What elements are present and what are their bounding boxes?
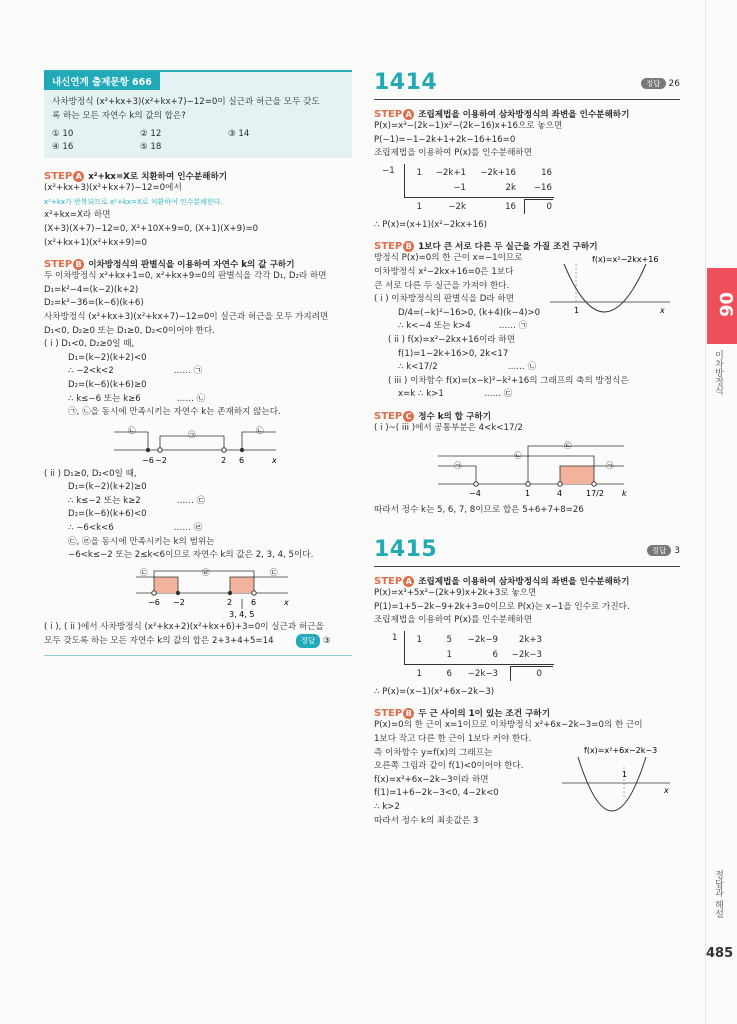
solution-line — [44, 365, 352, 379]
solution-line: 따라서 정수 k의 최솟값은 3 — [374, 815, 479, 826]
open-point — [526, 481, 530, 485]
axis-label: k — [622, 488, 627, 498]
final-answer: ③ — [322, 636, 331, 647]
solution-line: ∴ P(x)=(x−1)(x²+6x−2k−3) — [374, 686, 495, 697]
open-point — [558, 481, 562, 485]
division-rule — [404, 197, 554, 198]
synth-cell: −2k−3 — [511, 649, 542, 660]
inequality: ∴ −6<k<6 — [68, 523, 114, 534]
shaded-region — [230, 577, 254, 593]
step-b-heading: STEP B 1보다 큰 서로 다른 두 실근을 가질 조건 구하기 — [374, 241, 598, 253]
reference-problem-tag: 내신연계 출제문항 666 — [44, 72, 160, 90]
solution-line — [44, 522, 352, 536]
inequality: ∴ −2<k<2 — [68, 366, 114, 377]
solution-line: 조립제법을 이용하여 P(x)를 인수분해하면 — [374, 148, 532, 159]
question-line: 사차방정식 (x²+kx+3)(x²+kx+7)−12=0이 실근과 허근을 모두 갖도 — [52, 97, 320, 107]
synth-cell: 1 — [416, 668, 422, 679]
solution-line: (x²+kx+3)(x²+kx+7)−12=0에서 — [44, 183, 182, 194]
problem-number: 1415 — [374, 537, 438, 563]
number-line-case-2 — [44, 565, 352, 619]
synth-cell: −2k+1 — [435, 167, 466, 178]
conclusion-line: 따라서 정수 k는 5, 6, 7, 8이므로 합은 5+6+7+8=26 — [374, 504, 584, 515]
selected-values: 3, 4, 5 — [229, 609, 255, 619]
solution-line: ㉢, ㉣을 동시에 만족시키는 k의 범위는 — [68, 536, 215, 547]
synth-cell: 16 — [541, 167, 552, 178]
solution-line: −6<k≤−2 또는 2≤k<6이므로 자연수 k의 값은 2, 3, 4, 5이다. — [68, 550, 314, 561]
answer-value: 3 — [674, 546, 680, 557]
axis-label: x — [284, 597, 289, 607]
tick-label: 17/2 — [586, 488, 604, 498]
solution-line: 이차방정식 x²−2kx+16=0은 1보다 — [374, 266, 514, 277]
region-label: ㉠ — [606, 460, 614, 470]
inequality: x=k ∴ k>1 — [398, 389, 444, 400]
conclusion-text: 모두 갖도록 하는 모든 자연수 k의 값의 합은 2+3+4+5=14 — [44, 636, 274, 647]
synth-row-2 — [410, 648, 542, 663]
step-a-heading: STEP A x²+kx=X로 치환하여 인수분해하기 — [44, 171, 228, 183]
answer-value: 26 — [668, 79, 680, 89]
tick-label: 4 — [557, 488, 563, 498]
case-2-heading: ( ii ) D₁≥0, D₂<0일 때, — [44, 468, 137, 479]
synth-cell: 1 — [416, 167, 422, 178]
region-label: ㉢ — [270, 567, 278, 577]
solution-line: D₂=(k−6)(k+6)<0 — [68, 509, 147, 520]
problem-1414-header — [374, 70, 680, 95]
solution-line: ∴ P(x)=(x+1)(x²−2kx+16) — [374, 219, 487, 230]
axis-label: x — [660, 306, 665, 316]
step-c-title: 정수 k의 합 구하기 — [418, 411, 491, 422]
page-number: 485 — [706, 946, 734, 961]
solution-line: 1보다 작고 다른 한 근이 1보다 커야 한다. — [374, 734, 532, 745]
question-line: 록 하는 모든 자연수 k의 값의 합은? — [52, 110, 186, 121]
synth-cell — [410, 648, 422, 663]
solution-line: ( i )~( iii )에서 공통부분은 4<k<17/2 — [374, 422, 523, 433]
solution-line: ( ii ) f(x)=x²−2kx+16이라 하면 — [388, 334, 516, 345]
solution-line: f(1)=1−2k+16>0, 2k<17 — [398, 348, 509, 359]
open-point — [158, 447, 162, 451]
synth-cell — [410, 181, 422, 196]
solution-line: 큰 서로 다른 두 실근을 가져야 한다. — [374, 280, 510, 291]
region-label: ㉢ — [140, 567, 148, 577]
solution-line — [44, 495, 352, 509]
step-b-heading: STEP B 두 근 사이의 1이 있는 조건 구하기 — [374, 708, 551, 720]
step-a-heading: STEP A 조립제법을 이용하여 삼차방정식의 좌변을 인수분해하기 — [374, 109, 630, 120]
solution-line: x²+kx=X라 하면 — [44, 210, 111, 221]
solution-line: 사차방정식 (x²+kx+3)(x²+kx+7)−12=0이 실근과 허근을 모두 가지려면 — [44, 311, 329, 322]
equation-mark: …… ㉢ — [483, 389, 513, 400]
solution-line: D₂=(k−6)(k+6)≥0 — [68, 379, 147, 390]
tick-label: −2 — [155, 455, 167, 465]
synth-cell: 1 — [416, 634, 422, 645]
step-a-title: 조립제법을 이용하여 삼차방정식의 좌변을 인수분해하기 — [418, 110, 630, 120]
solution-line: D₂=k²−36=(k−6)(k+6) — [44, 298, 144, 309]
inequality: ∴ k≤−6 또는 k≥6 — [68, 393, 141, 404]
parabola-graph-1414 — [550, 250, 680, 330]
solution-line: P(1)=1+5−2k−9+2k+3=0이므로 P(x)는 x−1을 인수로 가진다. — [374, 601, 630, 612]
case-1-heading: ( i ) D₁<0, D₂≥0일 때, — [44, 339, 135, 350]
problem-1415-header — [374, 537, 680, 562]
synth-cell: −1 — [453, 182, 466, 193]
closed-point — [228, 591, 232, 595]
open-point — [592, 481, 596, 485]
solution-line: P(−1)=−1−2k+1+2k−16+16=0 — [374, 134, 516, 145]
synth-row-1 — [410, 166, 552, 181]
choice-2[interactable]: ② 12 — [140, 129, 162, 140]
open-point — [222, 447, 226, 451]
tick-label: −4 — [469, 488, 481, 498]
equation-mark: …… ㉠ — [498, 321, 528, 332]
synth-cell: 6 — [492, 649, 498, 660]
header-rule — [374, 99, 680, 100]
closed-point — [176, 591, 180, 595]
closed-point — [240, 447, 244, 451]
division-bar — [404, 631, 405, 664]
step-b-body — [374, 252, 680, 402]
synth-cell: −2k — [448, 201, 466, 212]
synth-cell: −2k−9 — [467, 634, 498, 645]
right-column — [374, 70, 680, 828]
parabola-graph-1415 — [560, 745, 680, 825]
inequality: ∴ k≤−2 또는 k≥2 — [68, 495, 141, 506]
synth-cell: 6 — [446, 668, 452, 679]
parabola-curve — [564, 264, 646, 312]
solution-line: D/4=(−k)²−16>0, (k+4)(k−4)>0 — [398, 307, 541, 318]
synth-cell: 0 — [546, 201, 552, 212]
solution-line: P(x)=x³−(2k−1)x²−(2k−16)x+16으로 놓으면 — [374, 121, 563, 131]
section-divider — [44, 655, 352, 656]
solution-line: ∴ k>2 — [374, 802, 400, 813]
synth-cell: −2k−3 — [467, 668, 498, 679]
region-label: ㉡ — [514, 450, 522, 460]
choice-4[interactable]: ④ 16 — [52, 142, 74, 153]
step-b-heading: STEP B 이차방정식의 판별식을 이용하여 자연수 k의 값 구하기 — [44, 259, 295, 271]
tick-label: 6 — [239, 455, 245, 465]
tick-label: 2 — [221, 455, 227, 465]
inequality: ∴ k<−4 또는 k>4 — [398, 321, 471, 332]
solution-line: D₁<0, D₂≥0 또는 D₁≥0, D₂<0이어야 한다. — [44, 325, 215, 336]
synth-cell: 1 — [416, 201, 422, 212]
axis-label: x — [272, 455, 277, 465]
synth-cell: 2k — [505, 182, 516, 193]
solution-line: P(x)=0의 한 근이 x=1이므로 이차방정식 x²+6x−2k−3=0의 한 근이 — [374, 720, 643, 731]
tick-label: 1 — [574, 306, 580, 316]
divisor: 1 — [392, 632, 398, 643]
shaded-region — [560, 466, 594, 484]
answer-tag: 정답 — [296, 634, 321, 648]
synth-row-1 — [410, 633, 542, 648]
division-bar — [404, 164, 405, 197]
hint-line: x²+kx가 반복되므로 x²+kx=X로 치환하여 인수분해한다. — [44, 197, 223, 206]
solution-line: ( iii ) 이차함수 f(x)=(x−k)²−k²+16의 그래프의 축의 방정식은 — [388, 375, 629, 386]
tick-label: −6 — [148, 597, 160, 607]
solution-line: f(x)=x²+6x−2k−3이라 하면 — [374, 774, 489, 785]
problem-number: 1414 — [374, 70, 438, 95]
equation-mark: …… ㉠ — [173, 366, 203, 377]
choice-3[interactable]: ③ 14 — [228, 129, 250, 140]
choice-5[interactable]: ⑤ 18 — [140, 142, 162, 153]
solution-line: f(1)=1+6−2k−3<0, 4−2k<0 — [374, 788, 499, 799]
equation-mark: …… ㉡ — [507, 362, 537, 373]
step-a-heading: STEP A 조립제법을 이용하여 삼차방정식의 좌변을 인수분해하기 — [374, 576, 630, 588]
tick-label: 1 — [525, 488, 531, 498]
solution-line: 두 이차방정식 x²+kx+1=0, x²+kx+9=0의 판별식을 각각 D₁, D₂라 하면 — [44, 271, 327, 282]
equation-mark: …… ㉢ — [176, 495, 206, 506]
answer-badge — [647, 545, 680, 556]
shaded-region — [154, 577, 178, 593]
synthetic-division-1414 — [374, 164, 680, 216]
solution-line: 조립제법을 이용하여 P(x)를 인수분해하면 — [374, 615, 532, 626]
solution-line: (X+3)(X+7)−12=0, X²+10X+9=0, (X+1)(X+9)=0 — [44, 223, 259, 234]
step-b-title: 이차방정식의 판별식을 이용하여 자연수 k의 값 구하기 — [88, 260, 295, 271]
step-a-title: 조립제법을 이용하여 삼차방정식의 좌변을 인수분해하기 — [418, 577, 630, 588]
solution-line — [44, 393, 352, 407]
chapter-title: 이차방정식 — [713, 350, 723, 395]
tick-label: 1 — [622, 770, 628, 780]
open-point — [252, 591, 256, 595]
solution-line — [374, 388, 680, 402]
tick-label: −2 — [173, 597, 185, 607]
region-label: ㉠ — [188, 429, 196, 439]
solution-line: P(x)=x³+5x²−(2k+9)x+2k+3로 놓으면 — [374, 588, 537, 599]
equation-mark: …… ㉣ — [173, 523, 203, 534]
step-c-heading: STEP C 정수 k의 합 구하기 — [374, 410, 491, 422]
region-label: ㉢ — [564, 440, 572, 450]
division-rule — [404, 664, 554, 665]
region-label: ㉠ — [454, 460, 462, 470]
reference-problem-box — [44, 70, 352, 158]
footer-label: 정답과 해설 — [713, 870, 723, 918]
divisor: −1 — [382, 165, 395, 176]
solution-line: ( i ) 이차방정식의 판별식을 D라 하면 — [374, 294, 515, 305]
solution-line: 즉 이차함수 y=f(x)의 그래프는 — [374, 747, 493, 758]
solution-line: ㉠, ㉡을 동시에 만족시키는 자연수 k는 존재하지 않는다. — [68, 407, 281, 418]
step-b-body — [374, 719, 680, 828]
number-line-1414 — [374, 438, 680, 502]
solution-line: (x²+kx+1)(x²+kx+9)=0 — [44, 237, 148, 248]
synth-cell: 16 — [505, 201, 516, 212]
solution-line: D₁=(k−2)(k+2)<0 — [68, 352, 147, 363]
step-b-title: 두 근 사이의 1이 있는 조건 구하기 — [418, 709, 551, 720]
choice-1[interactable]: ① 10 — [52, 129, 74, 140]
synth-cell: 5 — [446, 634, 452, 645]
answer-badge — [641, 78, 680, 89]
solution-line: 방정식 P(x)=0의 한 근이 x=−1이므로 — [374, 253, 523, 264]
synth-cell: −2k+16 — [480, 167, 516, 178]
solution-line: D₁=(k−2)(k+2)≥0 — [68, 482, 147, 493]
parabola-curve — [578, 757, 646, 811]
left-column — [44, 70, 352, 656]
graph-label: f(x)=x²+6x−2k−3 — [584, 746, 658, 756]
header-rule — [374, 566, 680, 567]
answer-tag: 정답 — [641, 78, 666, 89]
chapter-tab[interactable] — [707, 268, 737, 344]
equation-mark: …… ㉡ — [176, 393, 206, 404]
conclusion-line — [44, 634, 352, 649]
synth-row-3 — [410, 200, 552, 215]
step-a-title: x²+kx=X로 치환하여 인수분해하기 — [88, 172, 228, 183]
tick-label: −6 — [142, 455, 154, 465]
region-label: ㉡ — [256, 425, 264, 435]
synth-row-3 — [410, 667, 542, 682]
chapter-number: 06 — [715, 292, 736, 318]
conclusion-line: ( i ), ( ii )에서 사차방정식 (x²+kx+2)(x²+kx+6)+3=0이 실근과 허근을 — [44, 621, 324, 632]
page-fold-line — [705, 0, 706, 1024]
region-label: ㉡ — [128, 425, 136, 435]
synth-cell: 1 — [446, 649, 452, 660]
step-b-title: 1보다 큰 서로 다른 두 실근을 가질 조건 구하기 — [418, 242, 598, 253]
answer-tag: 정답 — [647, 545, 672, 556]
solution-line: D₁=k²−4=(k−2)(k+2) — [44, 284, 139, 295]
solution-line: 오른쪽 그림과 같이 f(1)<0이어야 한다. — [374, 761, 524, 772]
axis-label: x — [664, 786, 669, 796]
synth-cell: −16 — [533, 182, 552, 193]
tick-label: 6 — [251, 597, 257, 607]
synth-cell: 0 — [536, 668, 542, 679]
graph-label: f(x)=x²−2kx+16 — [592, 255, 659, 265]
tick-label: 2 — [227, 597, 233, 607]
synth-cell: 2k+3 — [518, 634, 542, 645]
synthetic-division-1415 — [374, 631, 680, 683]
number-line-case-1 — [44, 422, 352, 466]
open-point — [474, 481, 478, 485]
solution-line — [374, 361, 680, 375]
inequality: ∴ k<17/2 — [398, 362, 438, 373]
synth-row-2 — [410, 181, 552, 196]
open-point — [152, 591, 156, 595]
closed-point — [146, 447, 150, 451]
region-label: ㉣ — [202, 567, 210, 577]
